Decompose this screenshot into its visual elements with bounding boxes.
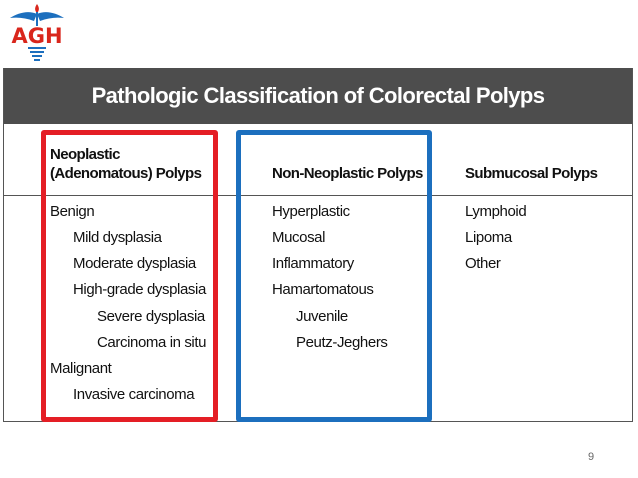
hospital-logo [6,4,68,62]
header-line: Neoplastic [50,146,120,163]
logo-text: AGH [11,24,63,48]
list-item: Severe dysplasia [97,308,205,325]
list-item: High-grade dysplasia [73,281,206,298]
list-item: Lymphoid [465,203,527,220]
list-item: Carcinoma in situ [97,334,207,351]
list-item: Other [465,255,501,272]
table-title: Pathologic Classification of Colorectal Polyps [4,68,632,124]
list-item: Mild dysplasia [73,229,162,246]
neoplastic-highlight-box [41,130,218,422]
list-item: Juvenile [296,308,348,325]
list-item: Moderate dysplasia [73,255,196,272]
list-item: Invasive carcinoma [73,386,195,403]
list-item: Inflammatory [272,255,354,272]
header-line: (Adenomatous) Polyps [50,165,202,182]
column-header-non-neoplastic: Non-Neoplastic Polyps [272,165,423,182]
non-neoplastic-highlight-box [236,130,432,422]
list-item: Hyperplastic [272,203,350,220]
list-item: Mucosal [272,229,326,246]
list-item: Hamartomatous [272,281,374,298]
list-item: Benign [50,203,95,220]
list-item: Peutz-Jeghers [296,334,388,351]
page-number: 9 [588,451,595,463]
column-header-submucosal: Submucosal Polyps [465,165,598,182]
list-item: Malignant [50,360,112,377]
list-item: Lipoma [465,229,512,246]
